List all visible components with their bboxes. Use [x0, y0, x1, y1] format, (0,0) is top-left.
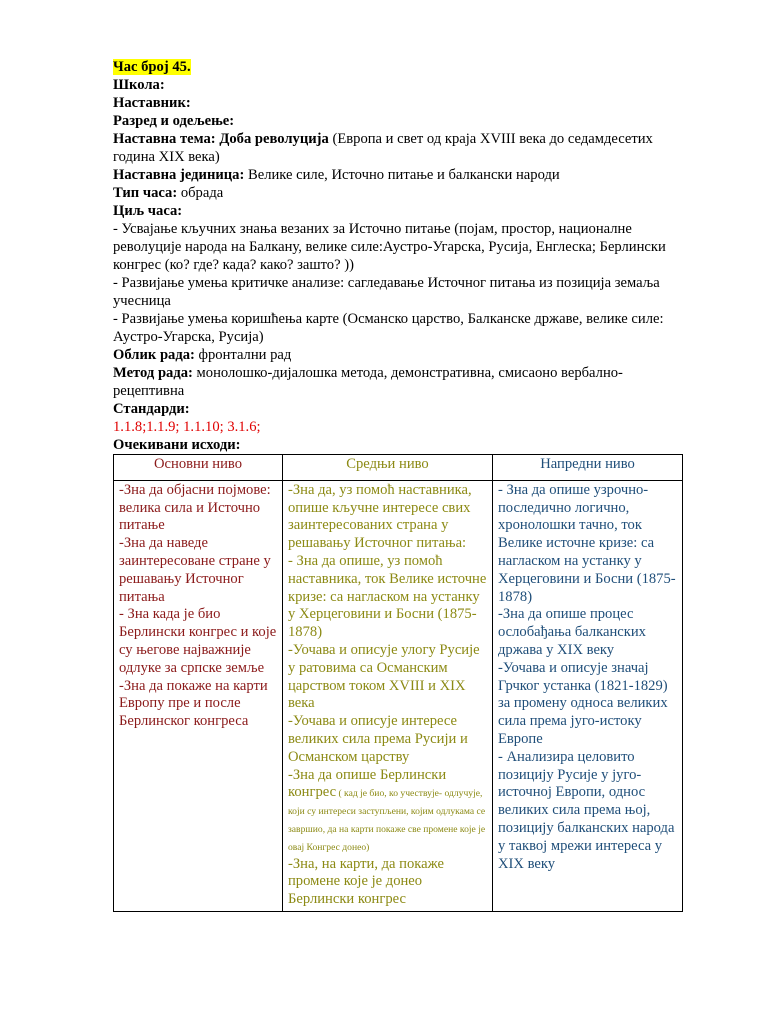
goal-1-line-3: конгрес (ко? где? када? како? зашто? )): [113, 257, 354, 273]
method-label: Метод рада:: [113, 365, 193, 381]
list-item: - Зна када је био Берлински конгрес и које су његове најважније одлуке за српске земље: [119, 606, 277, 676]
unit-label: Наставна јединица:: [113, 167, 245, 183]
unit-line: [113, 166, 693, 184]
basic-level-cell: [114, 480, 283, 911]
goal-3-line-1: - Развијање умења коришћења карте (Османско царство, Балканске државе, велике силе:: [113, 311, 664, 327]
standards-value: 1.1.8;1.1.9; 1.1.10; 3.1.6;: [113, 419, 261, 435]
mid-item-text: -Зна да опише Берлински конгрес: [288, 766, 447, 801]
list-item: -Зна да објасни појмове: велика сила и Источно питање: [119, 481, 271, 534]
method-line-2: рецептивна: [113, 383, 185, 399]
topic-description: (Европа и свет од краја XVIII века до седамдесетих: [328, 131, 653, 147]
header-basic-level: Основни ниво: [114, 455, 283, 481]
header-mid-level: Средњи ниво: [283, 455, 493, 481]
unit-value: Велике силе, Источно питање и балкански народи: [244, 167, 560, 183]
topic-line: [113, 130, 693, 148]
list-item: -Зна да, уз помоћ наставника, опише кључне интересе свих заинтересованих страна у решавању Источног питања:: [288, 481, 472, 552]
lesson-plan: [113, 58, 693, 912]
type-label: Тип часа:: [113, 185, 178, 201]
goal-2-line-2: учесница: [113, 293, 171, 309]
outcomes-label: Очекивани исходи:: [113, 437, 241, 453]
list-item: -Зна да покаже на карти Европу пре и после Берлинског конгреса: [119, 677, 268, 730]
mid-item-note: ( кад је био, ко учествује- одлучује, који су интереси заступљени, којим одлукама се завршио, да на карти покаже све промене које је овај Конгрес донео): [288, 788, 486, 853]
goal-1-line-1: - Усвајање кључних знања везаних за Источно питање (појам, простор, националне: [113, 221, 632, 237]
grade-label: Разред и одељење:: [113, 113, 235, 129]
type-value: обрада: [177, 185, 224, 201]
list-item: -Уочава и описује значај Грчког устанка (1821-1829) за промену односа великих сила према југо-истоку Европе: [498, 659, 668, 747]
list-item: -Уочава и описује улогу Русије у ратовима са Османским царством током XVIII и XIX века: [288, 641, 480, 712]
list-item: -Зна да наведе заинтересоване стране у решавању Источног питања: [119, 535, 271, 605]
list-item: - Зна да опише узрочно-последично логично, хронолошки тачно, ток Велике источне кризе: са нагласком на устанку у Херцеговини и Босни (1875-1878): [498, 481, 676, 605]
table-header-row: [114, 455, 683, 481]
table-row: [114, 480, 683, 911]
goal-3-line-2: Аустро-Угарска, Русија): [113, 329, 264, 345]
form-line: [113, 346, 693, 364]
form-value: фронтални рад: [194, 347, 292, 363]
list-item: -Уочава и описује интересе великих сила према Русији и Османском царству: [288, 713, 468, 765]
list-item: -Зна да опише процес ослобађања балканских држава у XIX веку: [498, 606, 646, 658]
outcomes-table: [113, 454, 683, 912]
mid-level-cell: [283, 480, 493, 911]
list-item: - Зна да опише, уз помоћ наставника, ток Велике источне кризе: са нагласком на устанку у Херцеговини и Босни (1875-1878): [288, 552, 487, 641]
topic-value: Доба револуција: [219, 131, 329, 147]
method-value: монолошко-дијалошка метода, демонстративна, смисаоно вербално-: [192, 365, 623, 381]
advanced-level-cell: [493, 480, 683, 911]
list-item: -Зна, на карти, да покаже промене које је донео Берлински конгрес: [288, 855, 444, 908]
standards-label: Стандарди:: [113, 401, 190, 417]
list-item: - Анализира целовито позицију Русије у југо-источној Европи, однос великих сила према њој, позицију балканских народа у таквој мрежи интереса у XIX веку: [498, 748, 675, 872]
type-line: [113, 184, 693, 202]
goal-2-line-1: - Развијање умења критичке анализе: сагледавање Источног питања из позиција земаља: [113, 275, 660, 291]
school-label: Школа:: [113, 77, 165, 93]
method-line: [113, 364, 693, 382]
topic-line-2: година XIX века): [113, 149, 220, 165]
header-advanced-level: Напредни ниво: [493, 455, 683, 481]
goal-label: Циљ часа:: [113, 203, 183, 219]
teacher-label: Наставник:: [113, 95, 191, 111]
topic-label: Наставна тема:: [113, 131, 216, 147]
form-label: Облик рада:: [113, 347, 195, 363]
lesson-number: Час број 45.: [113, 59, 191, 75]
list-item: [288, 767, 487, 856]
goal-1-line-2: револуције народа на Балкану, велике силе:Аустро-Угарска, Русија, Енглеска; Берлински: [113, 239, 666, 255]
